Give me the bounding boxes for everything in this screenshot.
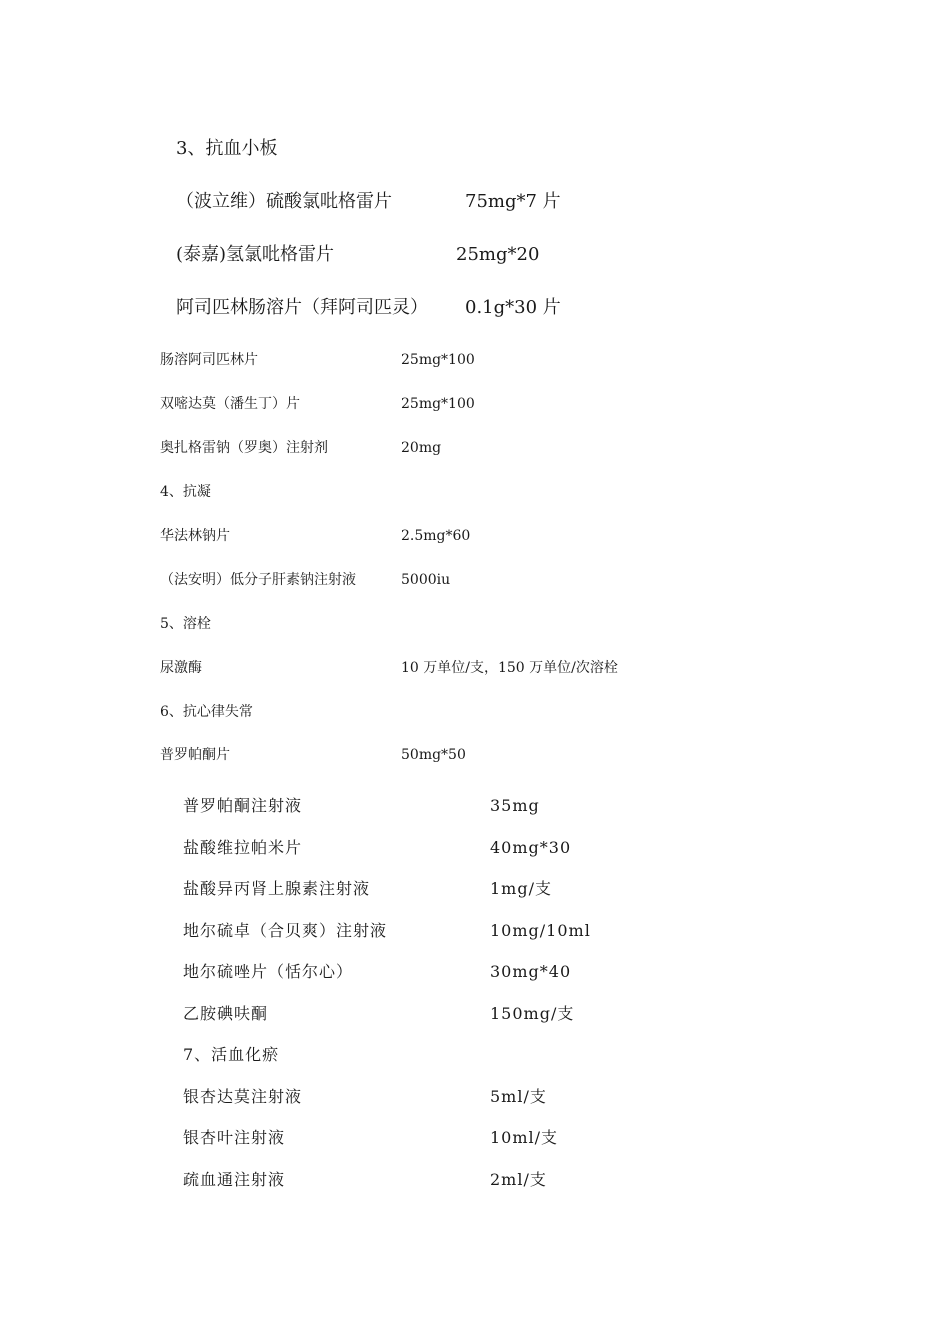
drug-name: 尿激酶 <box>160 660 202 676</box>
heading-text: 7、活血化瘀 <box>183 1045 280 1064</box>
drug-spec: 5ml/支 <box>490 1087 547 1106</box>
drug-spec: 0.1g*30 片 <box>465 297 561 318</box>
drug-spec: 150mg/支 <box>490 1004 575 1023</box>
drug-name: 地尔硫唑片（恬尔心） <box>183 962 354 981</box>
drug-name: 银杏达莫注射液 <box>183 1087 303 1106</box>
drug-spec: 5000iu <box>401 572 451 588</box>
drug-spec: 25mg*100 <box>401 352 475 368</box>
drug-name: 银杏叶注射液 <box>183 1128 286 1147</box>
drug-name: （波立维）硫酸氯吡格雷片 <box>176 191 392 212</box>
drug-spec: 2ml/支 <box>490 1170 547 1189</box>
drug-spec: 10mg/10ml <box>490 921 591 940</box>
heading-text: 4、抗凝 <box>160 484 211 500</box>
drug-name: 华法林钠片 <box>160 528 230 544</box>
drug-spec: 40mg*30 <box>490 838 572 857</box>
drug-name: 盐酸异丙肾上腺素注射液 <box>183 879 371 898</box>
drug-name: 阿司匹林肠溶片（拜阿司匹灵） <box>176 297 428 318</box>
heading-text: 3、抗血小板 <box>176 138 278 159</box>
drug-name: 普罗帕酮片 <box>160 747 230 763</box>
drug-name: 地尔硫卓（合贝爽）注射液 <box>183 921 388 940</box>
drug-spec: 30mg*40 <box>490 962 572 981</box>
drug-spec: 35mg <box>490 796 540 815</box>
drug-spec: 2.5mg*60 <box>401 528 471 544</box>
drug-name: (泰嘉)氢氯吡格雷片 <box>176 244 335 265</box>
drug-spec: 75mg*7 片 <box>465 191 561 212</box>
heading-text: 5、溶栓 <box>160 616 211 632</box>
drug-name: 盐酸维拉帕米片 <box>183 838 303 857</box>
drug-name: 肠溶阿司匹林片 <box>160 352 258 368</box>
drug-spec: 25mg*100 <box>401 396 475 412</box>
drug-name: （法安明）低分子肝素钠注射液 <box>160 572 356 588</box>
drug-name: 疏血通注射液 <box>183 1170 286 1189</box>
drug-name: 双嘧达莫（潘生丁）片 <box>160 396 300 412</box>
drug-name: 乙胺碘呋酮 <box>183 1004 269 1023</box>
drug-name: 奥扎格雷钠（罗奥）注射剂 <box>160 440 328 456</box>
heading-text: 6、抗心律失常 <box>160 704 253 720</box>
drug-spec: 25mg*20 <box>456 244 540 265</box>
drug-spec: 10ml/支 <box>490 1128 559 1147</box>
drug-name: 普罗帕酮注射液 <box>183 796 303 815</box>
drug-spec: 10 万单位/支，150 万单位/次溶栓 <box>401 660 618 676</box>
drug-spec: 20mg <box>401 440 442 456</box>
drug-spec: 1mg/支 <box>490 879 552 898</box>
drug-spec: 50mg*50 <box>401 747 466 763</box>
